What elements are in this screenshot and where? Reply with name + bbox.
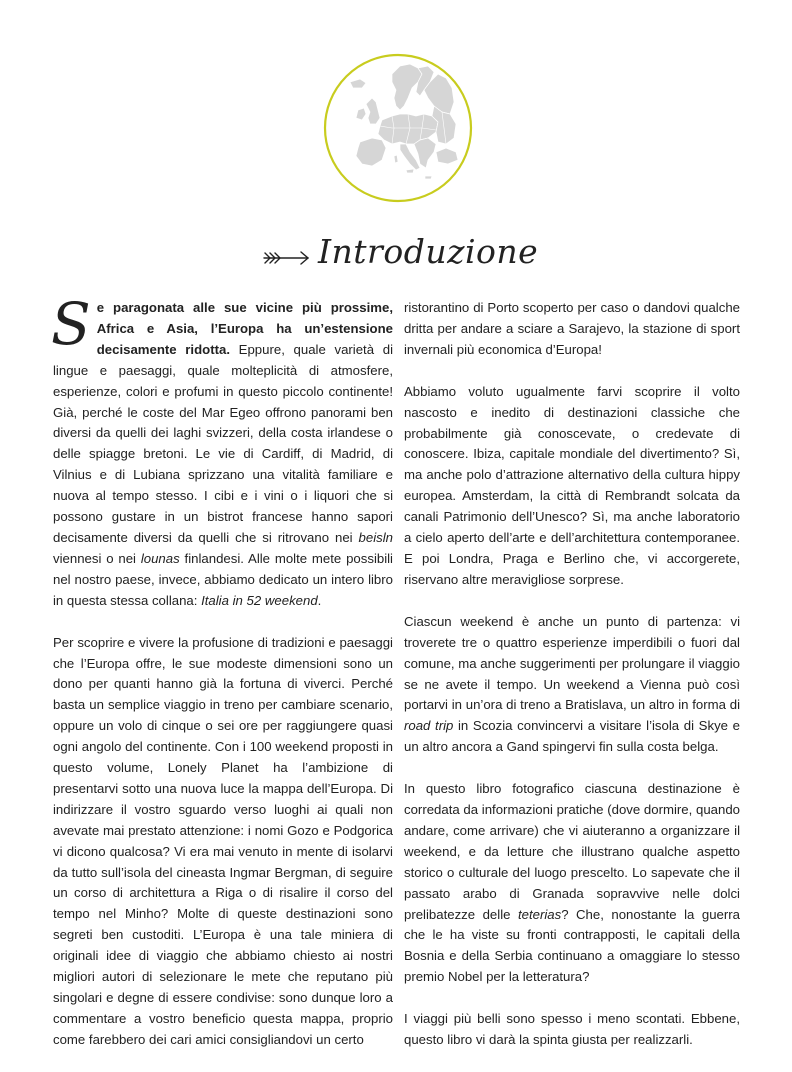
- left-column: [51, 290, 393, 1072]
- drop-cap: S: [51, 290, 91, 358]
- paragraph: Per scoprire e vivere la profusione di tradizioni e paesaggi che l’Europa offre, le sue modeste dimensioni sono un dono per quanti hanno già la fortuna di viverci. Perché basta un semplice viaggio in treno per cambiare scenario, oppure un volo di cinque o sei ore per raggiungere quasi ogni angolo del continente. Con i 100 weekend proposti in questo volume, Lonely Planet ha l’ambizione di presentarvi sotto una nuova luce la mappa dell’Europa. Di indirizzare il vostro sguardo verso luoghi ai quali non avevate mai prestato attenzione: i nomi Gozo e Podgorica vi dicono qualcosa? Vi era mai venuto in mente di isolarvi da tutto sull’isola del cineasta Ingmar Bergman, di seguire un corso di architettura a Riga o di risalire il corso del tempo nel Minho? Molte di queste destinazioni sono segreti ben custoditi. L’Europa è una tale miniera di originali idee di viaggio che abbiamo chiesto ai nostri migliori autori di selezionare le mete che reputano più singolari e degne di essere condivise: sono dunque loro a commentare a vostro beneficio questa mappa, proprio come farebbero dei cari amici consigliandovi un certo: [53, 634, 393, 1047]
- arrow-right-icon: [262, 246, 312, 270]
- text-run: In questo libro fotografico ciascuna destinazione è corredata da informazioni pratiche (dove dormire, quando andare, come arrivare) che vi aiuteranno a organizzare il weekend, e da letture che illustrano qualche aspetto storico o culturale del luogo prescelto. Lo sapevate che il passato arabo di Granada sopravvive nelle dolci prelibatezze delle: [404, 781, 740, 922]
- lead-text: e paragonata alle sue vicine più prossime, Africa e Asia, l’Europa ha un’estensione decisamente ridotta.: [96, 300, 393, 357]
- europe-map-icon: [322, 52, 474, 204]
- italic-term: teterias: [517, 906, 562, 922]
- text-run: ? Che, nonostante la guerra che le ha viste su fronti contrapposti, le capitali della Bosnia e della Serbia continuano a omaggiare lo stesso premio Nobel per la letteratura?: [404, 906, 740, 985]
- paragraph: I viaggi più belli sono spesso i meno scontati. Ebbene, questo libro vi darà la spinta giusta per realizzarli.: [404, 1011, 740, 1048]
- text-run: Ciascun weekend è anche un punto di partenza: vi troverete tre o quattro esperienze imperdibili o fuori dal comune, ma anche suggerimenti per prolungare il viaggio se ne avete il tempo. Un weekend a Vienna può così portarvi in un’ora di treno a Bratislava, un altro in forma di: [404, 613, 740, 713]
- text-run: in Scozia convincervi a visitare l’isola di Skye e un altro ancora a Gand spingervi fin sulla costa belga.: [404, 718, 740, 755]
- paragraph: [404, 779, 740, 988]
- text-run: viennesi o nei: [53, 550, 141, 566]
- book-title: Italia in 52 weekend: [201, 592, 318, 608]
- paragraph: ristorantino di Porto scoperto per caso o dandovi qualche dritta per andare a sciare a Sarajevo, la stazione di sport invernali più economica d’Europa!: [404, 300, 740, 357]
- paragraph: [404, 612, 740, 758]
- text-run: Eppure, quale varietà di lingue e paesaggi, quale molteplicità di atmosfere, esperienze, colori e profumi in questo piccolo continente! Già, perché le coste del Mar Egeo offrono panorami ben diversi da quelli dei laghi svizzeri, della costa irlandese o delle spiagge bretoni. Le vie di Cardiff, di Madrid, di Vilnius e di Lubiana sprizzano una vitalità familiare e nuova al tempo stesso. I cibi e i vini o i liquori che si possono gustare in un bistrot francese hanno sapori decisamente diversi da quelli che si ritrovano nei: [53, 341, 393, 545]
- italic-term: road trip: [404, 718, 454, 734]
- paragraph: [51, 290, 393, 612]
- text-run: .: [317, 592, 322, 608]
- paragraph: Abbiamo voluto ugualmente farvi scoprire il volto nascosto e inedito di destinazioni classiche che probabilmente già conoscevate, o credevate di conoscere. Ibiza, capitale mondiale del divertimento? Sì, ma anche polo d’attrazione alternativo della cultura hippy europea. Amsterdam, la città di Rembrandt solcata da canali Patrimonio dell’Unesco? Sì, ma anche laboratorio a cielo aperto dell’arte e dell’architettura contemporanee. E poi Londra, Praga e Berlino che, vi accorgerete, riservano altre meravigliose sorprese.: [404, 383, 740, 587]
- page-title: Introduzione: [318, 232, 539, 271]
- right-column: [404, 298, 740, 1072]
- text-run: finlandesi. Alle molte mete possibili nel nostro paese, invece, abbiamo dedicato un intero libro in questa stessa collana:: [53, 550, 393, 608]
- italic-term: beisln: [358, 529, 393, 545]
- italic-term: lounas: [140, 550, 180, 566]
